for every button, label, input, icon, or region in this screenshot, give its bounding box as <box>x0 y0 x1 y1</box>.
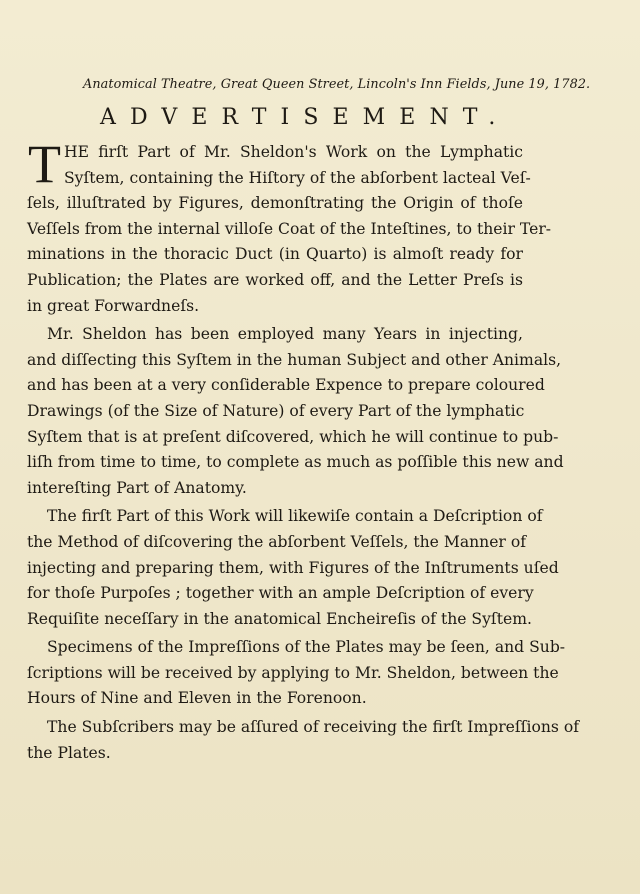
text-line: Veſſels from the internal villoſe Coat of the Inteſtines, to their Ter- <box>27 219 552 238</box>
text-line: and diſſecting this Syſtem in the human Subject and other Animals, <box>27 350 562 369</box>
text-line: The Subſcribers may be aſſured of receiving the firſt Impreſſions of <box>47 718 579 737</box>
text-line: The firſt Part of this Work will likewiſe contain a Deſcription of <box>47 507 543 526</box>
text-line: Requiſite neceſſary in the anatomical Encheireſis of the Syſtem. <box>27 609 532 628</box>
page-title: ADVERTISEMENT. <box>100 105 510 130</box>
paragraph-4 <box>27 635 566 712</box>
text-line: injecting and preparing them, with Figures of the Inſtruments uſed <box>27 558 559 577</box>
text-line: minations in the thoracic Duct (in Quarto) is almoſt ready for <box>27 245 523 264</box>
text-line: Hours of Nine and Eleven in the Forenoon. <box>27 689 367 708</box>
paragraph-3 <box>27 504 559 632</box>
text-line: in great Forwardneſs. <box>27 296 200 315</box>
text-line: Mr. Sheldon has been employed many Years in injecting, <box>47 325 523 344</box>
paragraph-5 <box>27 715 579 766</box>
advertisement-body <box>27 134 579 769</box>
text-line: the Method of diſcovering the abſorbent Veſſels, the Manner of <box>27 532 527 551</box>
paragraph-2 <box>27 322 564 501</box>
text-line: ſcriptions will be received by applying to Mr. Sheldon, between the <box>27 663 559 682</box>
dateline: Anatomical Theatre, Great Queen Street, Lincoln's Inn Fields, June 19, 1782. <box>83 77 591 92</box>
text-line: Syſtem, containing the Hiſtory of the abſorbent lacteal Veſ- <box>64 168 531 187</box>
text-line: Drawings (of the Size of Nature) of every Part of the lymphatic <box>27 401 525 420</box>
text-line: Specimens of the Impreſſions of the Plates may be ſeen, and Sub- <box>47 638 566 657</box>
text-line: Syſtem that is at preſent diſcovered, which he will continue to pub- <box>27 427 559 446</box>
text-line: Publication; the Plates are worked off, and the Letter Preſs is <box>27 270 523 289</box>
drop-cap: T <box>28 134 61 194</box>
text-line: the Plates. <box>27 743 111 762</box>
text-line: for thoſe Purpoſes ; together with an ample Deſcription of every <box>27 584 534 603</box>
text-line: intereſting Part of Anatomy. <box>27 478 247 497</box>
text-line: HE firſt Part of Mr. Sheldon's Work on the Lymphatic <box>64 143 523 161</box>
text-line: ſels, illuſtrated by Figures, demonſtrating the Origin of thoſe <box>27 194 523 213</box>
paragraph-1 <box>27 134 552 319</box>
text-line: liſh from time to time, to complete as much as poſſible this new and <box>27 453 564 472</box>
text-line: and has been at a very conſiderable Expence to prepare coloured <box>27 376 545 395</box>
